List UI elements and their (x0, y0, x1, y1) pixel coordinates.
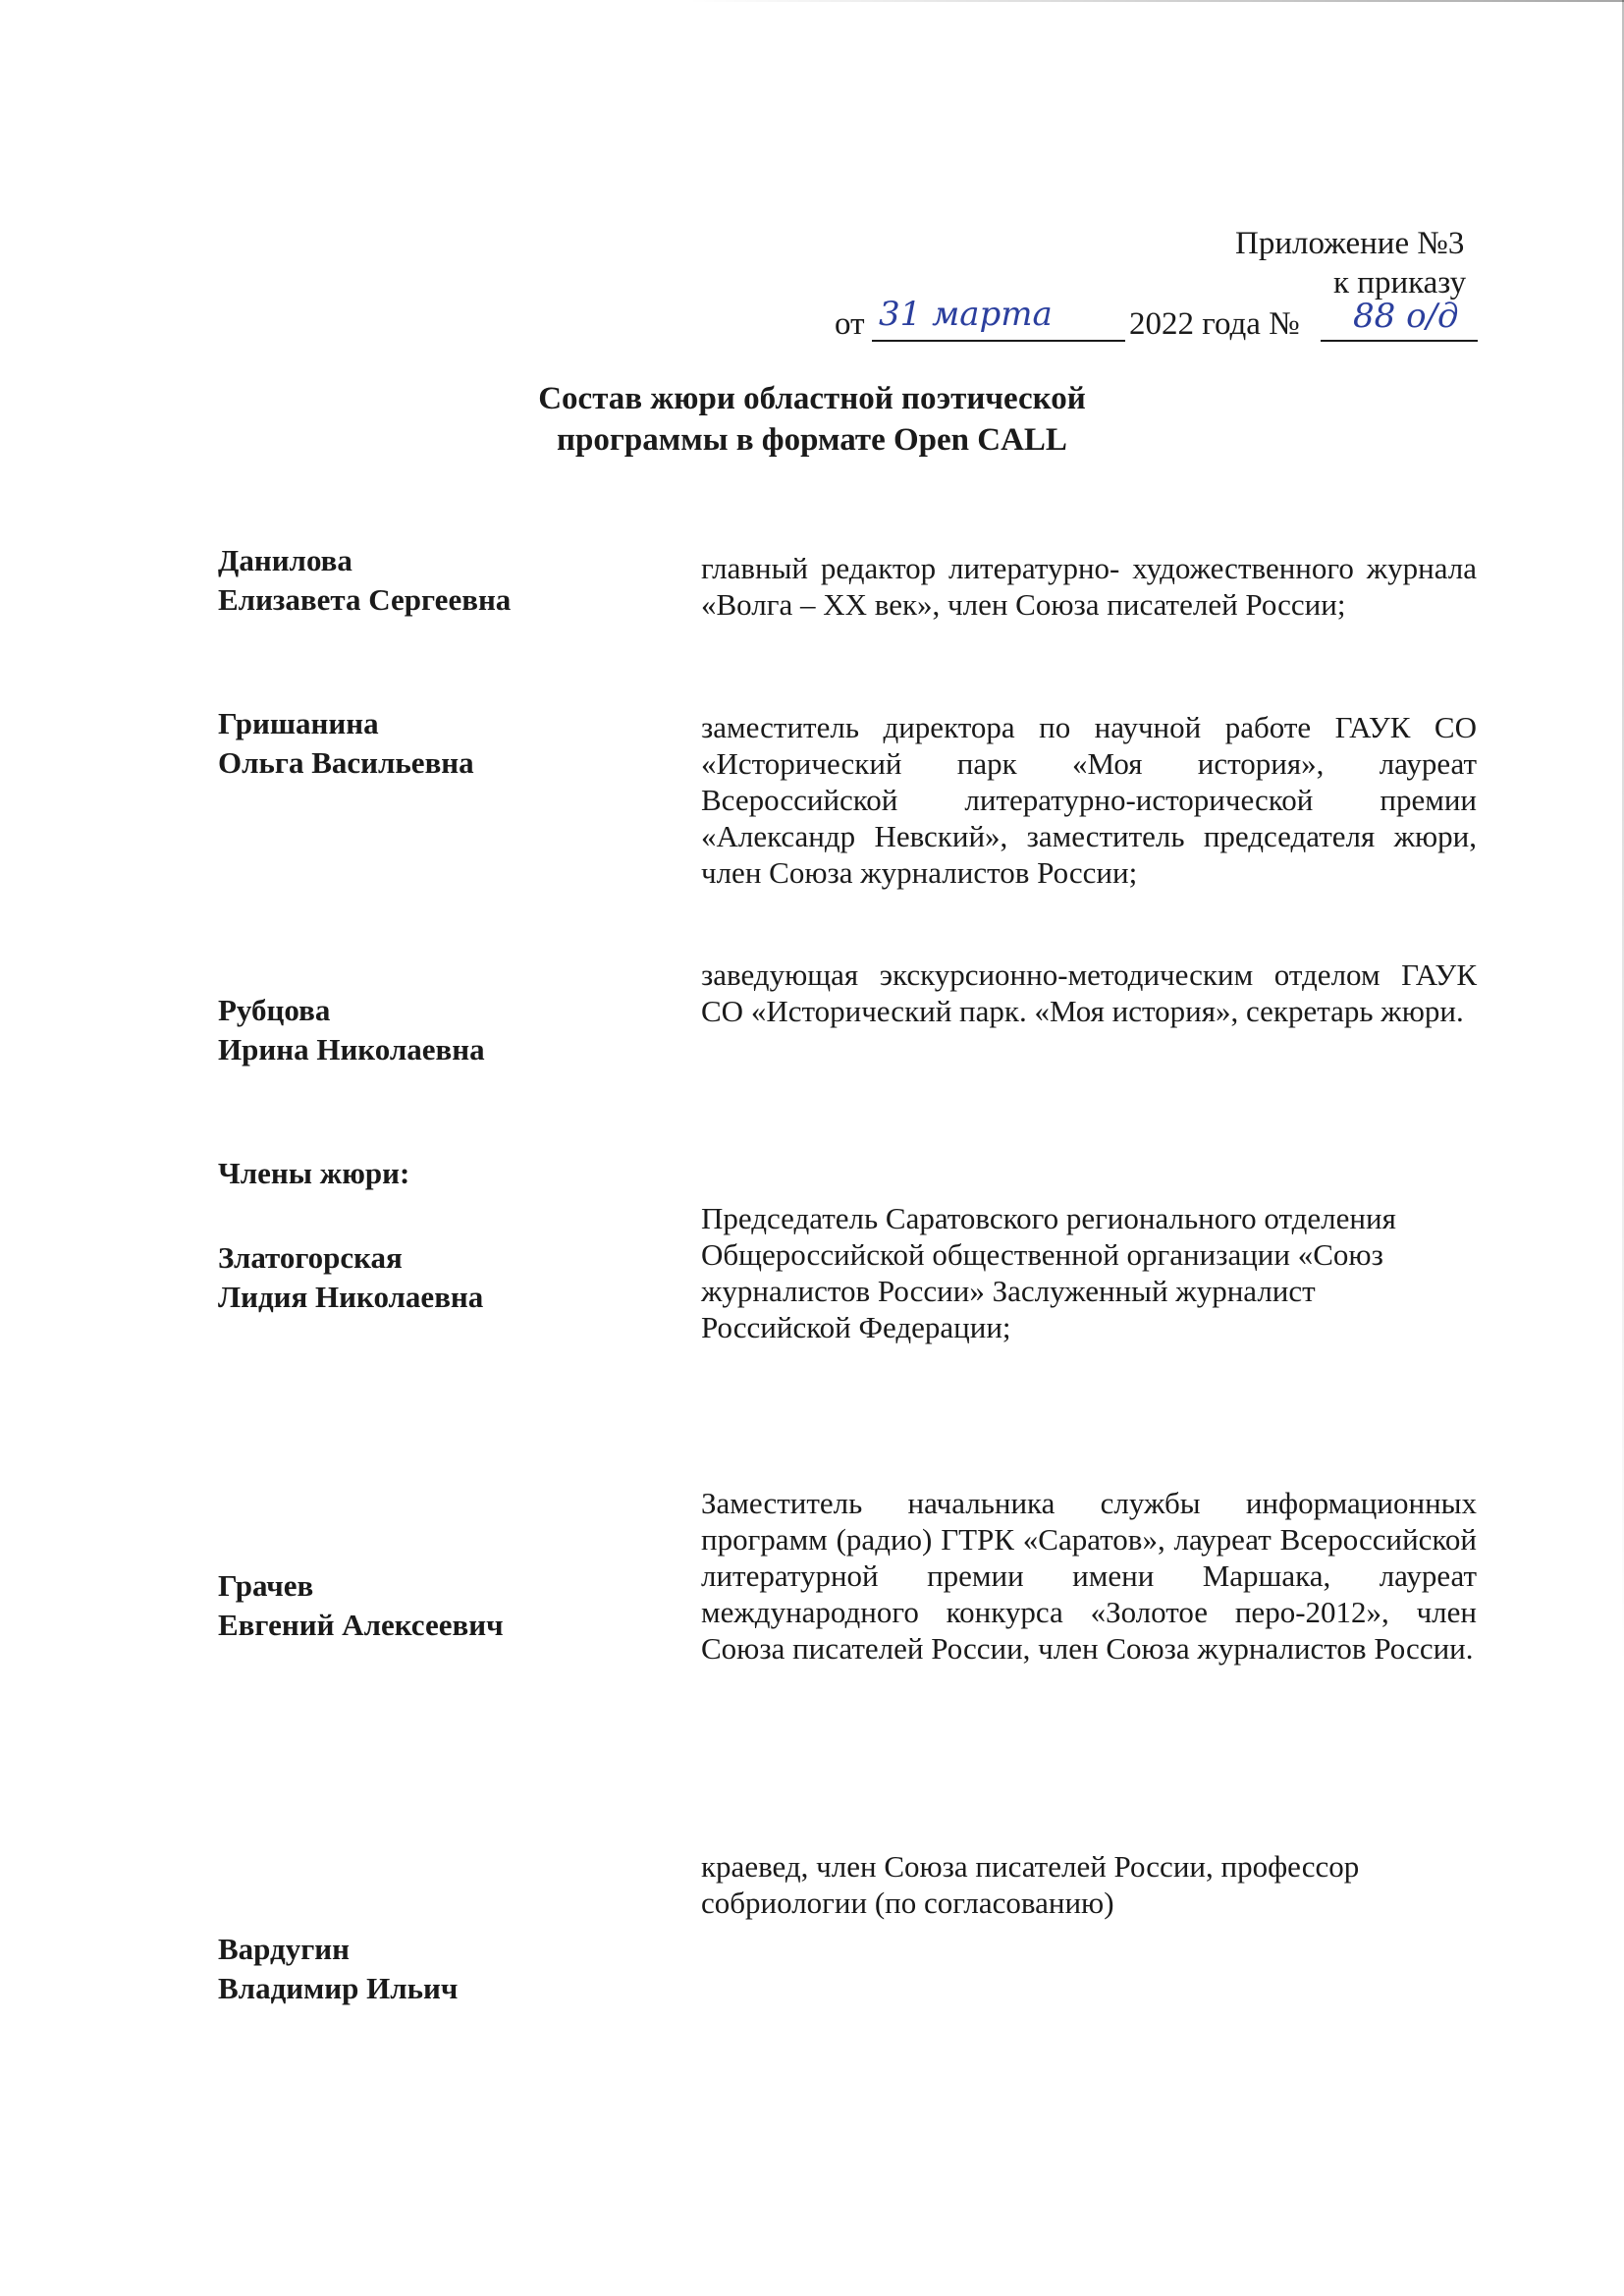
jury-surname: Грачев (218, 1568, 314, 1603)
year-number-label: 2022 года № (1129, 306, 1300, 342)
jury-description: Председатель Саратовского регионального отделения Общероссийской общественной организации «Союз журналистов России» Заслуженный журналист Российской Федерации; (701, 1201, 1396, 1344)
member-description: заместитель директора по научной работе ГАУК СО «Исторический парк «Моя история», лауреат Всероссийской литературно-исторической премии «Александр Невский», заместитель председателя жюри, член Союза журналистов России; (701, 710, 1477, 890)
order-label: к приказу (1333, 265, 1467, 301)
member-given-names: Елизавета Сергеевна (218, 582, 512, 617)
jury-given-names: Владимир Ильич (218, 1971, 459, 2005)
jury-surname: Вардугин (218, 1932, 350, 1966)
date-underline (872, 340, 1125, 342)
member-surname: Гришанина (218, 706, 379, 740)
member-surname: Данилова (218, 543, 352, 577)
handwritten-number: 88 о/д (1353, 297, 1459, 336)
member-surname: Рубцова (218, 993, 331, 1027)
date-prefix: от (835, 306, 865, 342)
jury-given-names: Лидия Николаевна (218, 1280, 484, 1314)
handwritten-date: 31 марта (879, 295, 1053, 334)
member-given-names: Ирина Николаевна (218, 1032, 485, 1066)
jury-given-names: Евгений Алексеевич (218, 1608, 504, 1642)
scan-edge (687, 0, 1624, 2)
jury-description: Заместитель начальника службы информационных программ (радио) ГТРК «Саратов», лауреат Всероссийской литературной премии имени Маршака, лауреат международного конкурса «Золотое перо-2012», член Союза писателей России, член Союза журналистов России. (701, 1486, 1477, 1666)
member-description: главный редактор литературно- художественного журнала «Волга – XX век», член Союза писателей России; (701, 551, 1477, 622)
document-title-line1: Состав жюри областной поэтической (538, 381, 1086, 416)
jury-section-label: Члены жюри: (218, 1156, 410, 1190)
member-given-names: Ольга Васильевна (218, 745, 474, 780)
jury-surname: Златогорская (218, 1240, 403, 1275)
member-description: заведующая экскурсионно-методическим отделом ГАУК СО «Исторический парк. «Моя история», секретарь жюри. (701, 957, 1477, 1028)
appendix-label: Приложение №3 (1235, 226, 1465, 261)
number-underline (1321, 340, 1478, 342)
document-title-line2: программы в формате Open CALL (557, 422, 1067, 458)
jury-description: краевед, член Союза писателей России, профессор собриологии (по согласованию) (701, 1849, 1360, 1920)
